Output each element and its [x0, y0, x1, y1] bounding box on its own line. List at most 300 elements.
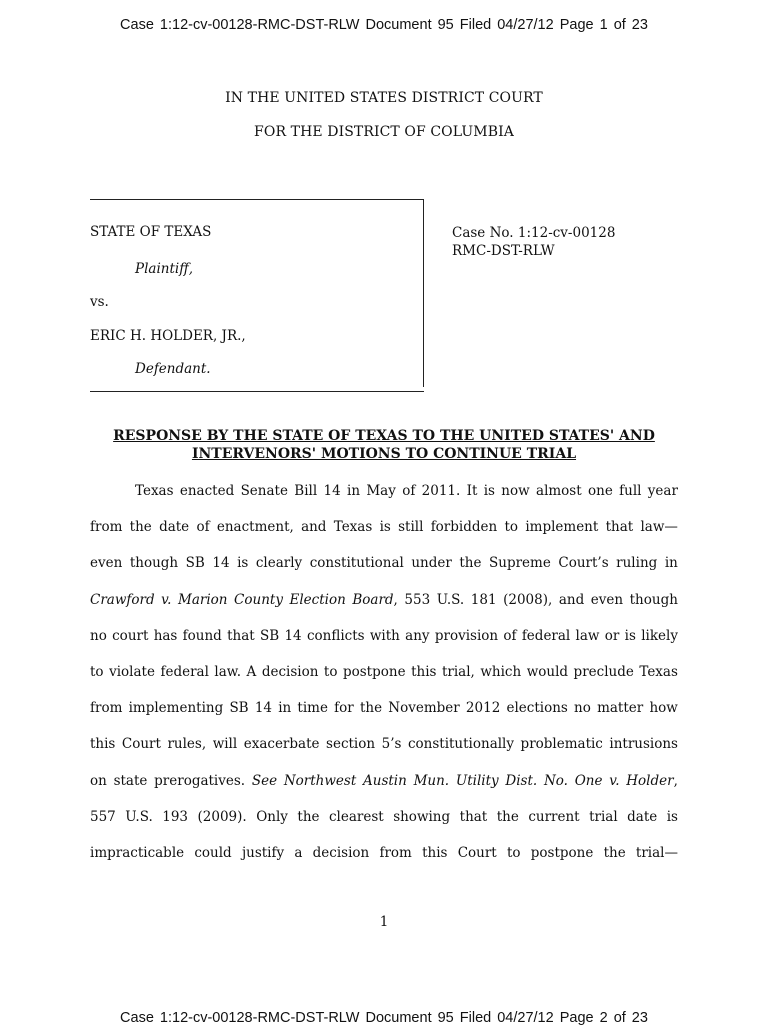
body-word	[334, 698, 354, 734]
body-word	[329, 807, 384, 843]
body-word	[616, 553, 657, 589]
body-word	[363, 771, 407, 807]
body-word	[460, 807, 488, 843]
italic-citation-text: v.	[161, 591, 172, 608]
body-word	[334, 517, 373, 553]
body-word	[343, 662, 406, 698]
body-text-run: constitutional	[309, 555, 404, 572]
body-word	[667, 807, 678, 843]
case-number-line: RMC-DST-RLW	[452, 243, 555, 259]
body-word	[641, 626, 678, 662]
body-text-run: 193	[162, 808, 189, 825]
body-text-run: likely	[641, 627, 678, 644]
body-text-run: rules,	[167, 736, 207, 753]
body-text-run: how	[649, 700, 678, 717]
body-text-run: of	[503, 627, 517, 644]
body-text-run: law.	[214, 663, 242, 680]
body-text-run: though	[129, 555, 179, 572]
court-district: FOR THE DISTRICT OF COLUMBIA	[254, 124, 514, 140]
body-word	[159, 517, 189, 553]
body-word	[648, 481, 678, 517]
body-word	[626, 771, 678, 807]
body-text-run: problematic	[520, 736, 603, 753]
body-text-run: in	[278, 700, 292, 717]
body-word	[466, 698, 500, 734]
body-word	[575, 771, 603, 807]
body-text-run: the	[129, 519, 152, 536]
body-word	[256, 553, 302, 589]
body-text-run: federal	[521, 627, 571, 644]
body-word	[459, 553, 481, 589]
body-text-run: is	[624, 627, 636, 644]
document-title-line: RESPONSE BY THE STATE OF TEXAS TO THE UNITED STATES' AND	[113, 428, 655, 444]
body-text-run: (2009).	[197, 808, 247, 825]
body-text-run: state	[113, 772, 148, 789]
body-word	[109, 662, 155, 698]
body-text-run: law	[575, 627, 600, 644]
body-word	[640, 517, 677, 553]
body-text-run: Bill	[294, 483, 318, 499]
body-text-run: this	[411, 663, 437, 680]
body-word	[398, 517, 423, 553]
body-text-run: prerogatives.	[154, 772, 246, 789]
body-text-run: Court	[121, 736, 161, 753]
body-word	[609, 734, 678, 770]
body-word	[297, 698, 328, 734]
body-word	[480, 662, 521, 698]
body-word	[497, 807, 519, 843]
body-word	[636, 843, 678, 879]
body-text-run: It	[466, 483, 478, 499]
body-text-run: that	[227, 627, 255, 644]
body-text-run: enactment,	[216, 519, 294, 536]
body-text-run: postpone	[342, 663, 406, 680]
body-line	[90, 843, 678, 879]
body-word	[122, 734, 161, 770]
body-text-run: time	[297, 700, 328, 717]
body-word	[422, 843, 447, 879]
body-text-run: implementing	[128, 700, 224, 717]
body-text-run: to	[323, 663, 338, 680]
body-text-run: date	[159, 519, 190, 536]
body-word	[489, 553, 551, 589]
body-word	[198, 807, 247, 843]
body-text-run: has	[153, 627, 178, 644]
body-word	[90, 626, 107, 662]
body-text-run: a	[294, 844, 303, 861]
italic-citation-text: Dist.	[505, 772, 538, 789]
body-word	[214, 662, 241, 698]
body-text-run: the	[459, 555, 482, 572]
body-text-run: impracticable	[90, 844, 185, 861]
body-text-run: is	[666, 808, 678, 825]
body-word	[213, 734, 238, 770]
body-text-run: Only	[256, 808, 288, 825]
body-word	[627, 807, 657, 843]
body-text-run: elections	[506, 700, 568, 717]
italic-citation-text: Board	[352, 591, 394, 608]
body-word	[307, 626, 365, 662]
italic-citation-text: Holder	[626, 772, 674, 789]
document-title	[90, 427, 678, 463]
body-word	[212, 553, 229, 589]
body-text-run: is	[483, 483, 495, 499]
body-word	[366, 481, 396, 517]
body-text-run: even	[590, 591, 624, 608]
body-word	[588, 481, 613, 517]
italic-citation-text: See	[251, 772, 278, 789]
body-text-run: found	[182, 627, 222, 644]
body-word	[196, 517, 209, 553]
italic-citation-text: Crawford	[90, 591, 155, 608]
body-text-run: provision	[434, 627, 499, 644]
body-text-run: 2011.	[421, 483, 461, 499]
body-text-run: 14	[284, 627, 302, 644]
body-word	[649, 698, 677, 734]
italic-citation-text: County	[234, 591, 283, 608]
body-text-run: decision	[261, 663, 319, 680]
body-text-run: constitutionally	[407, 736, 515, 753]
body-word	[244, 734, 320, 770]
body-word	[559, 590, 584, 626]
body-text-run: even	[90, 555, 123, 572]
body-word	[90, 807, 116, 843]
body-word	[294, 481, 317, 517]
body-word	[301, 517, 326, 553]
body-text-run: 181	[470, 591, 497, 608]
body-text-run: current	[528, 808, 580, 825]
body-word	[597, 698, 643, 734]
italic-citation-text: Mun.	[413, 772, 450, 789]
body-word	[114, 771, 148, 807]
body-text-run: ,	[673, 772, 678, 789]
body-word	[125, 807, 153, 843]
body-word	[294, 843, 302, 879]
body-text-run: violate	[109, 663, 155, 680]
versus-label: vs.	[90, 294, 109, 310]
body-text-run: this	[422, 844, 448, 861]
body-text-run: though	[629, 591, 678, 608]
body-text-run: 557	[90, 808, 116, 825]
body-word	[90, 698, 122, 734]
body-text-run: 14	[323, 483, 341, 499]
body-text-run: ruling	[616, 555, 658, 572]
body-word	[507, 843, 521, 879]
body-text-run: still	[398, 519, 424, 536]
body-text-run: now	[501, 483, 530, 499]
body-word	[135, 481, 174, 517]
body-word	[393, 807, 450, 843]
body-word	[380, 517, 391, 553]
body-text-run: November	[388, 700, 460, 717]
body-line	[90, 807, 678, 843]
italic-citation-text: Marion	[178, 591, 228, 608]
body-word	[404, 590, 430, 626]
next-page-header-stamp: Case 1:12-cv-00128-RMC-DST-RLW Document 95 Filed 04/27/12 Page 2 of 23	[120, 1010, 648, 1026]
body-word	[360, 698, 382, 734]
body-text-run: matter	[597, 700, 644, 717]
body-text-run: showing	[393, 808, 451, 825]
body-word	[442, 662, 475, 698]
body-text-run: Supreme	[489, 555, 551, 572]
body-word	[503, 626, 516, 662]
body-text-run: ,	[393, 591, 398, 608]
body-text-run: 5’s	[381, 736, 402, 753]
body-word	[574, 662, 634, 698]
body-paragraph	[90, 481, 678, 879]
body-text-run: this	[90, 736, 116, 753]
body-word	[90, 734, 115, 770]
body-word	[260, 626, 279, 662]
body-word	[437, 590, 465, 626]
body-text-run: would	[526, 663, 569, 680]
body-text-run: Texas	[135, 483, 174, 499]
body-word	[411, 553, 451, 589]
body-text-run: which	[480, 663, 522, 680]
body-word	[252, 771, 277, 807]
caption-top-rule	[90, 199, 424, 200]
body-text-run: one	[588, 483, 613, 499]
body-word	[310, 553, 404, 589]
body-text-run: postpone	[530, 844, 594, 861]
body-text-run: 2012	[465, 700, 501, 717]
body-text-run: the	[496, 808, 519, 825]
body-text-run: of	[402, 483, 416, 499]
body-word	[609, 771, 619, 807]
document-title-line: INTERVENORS' MOTIONS TO CONTINUE TRIAL	[191, 446, 577, 462]
body-text-run: date	[627, 808, 658, 825]
case-number-line: Case No. 1:12-cv-00128	[452, 225, 616, 241]
body-word	[227, 626, 255, 662]
body-text-run: on	[90, 772, 107, 789]
body-word	[167, 734, 206, 770]
body-word	[194, 843, 231, 879]
body-word	[431, 517, 498, 553]
body-text-run: U.S.	[436, 591, 465, 608]
body-word	[130, 517, 152, 553]
body-word	[90, 517, 122, 553]
body-text-run: to	[506, 844, 521, 861]
italic-citation-text: Utility	[455, 772, 499, 789]
body-word	[458, 843, 497, 879]
body-word	[606, 517, 634, 553]
body-line	[90, 698, 678, 734]
case-header-stamp: Case 1:12-cv-00128-RMC-DST-RLW Document 95 Filed 04/27/12 Page 1 of 23	[120, 17, 648, 33]
body-word	[347, 481, 360, 517]
body-word	[544, 771, 568, 807]
body-word	[324, 662, 338, 698]
body-text-run: trial	[589, 808, 618, 825]
body-text-run: that	[605, 519, 634, 536]
body-text-run: Court	[457, 844, 497, 861]
page-number: 1	[379, 914, 389, 930]
body-word	[262, 662, 319, 698]
body-word	[505, 771, 537, 807]
body-text-run: the	[603, 844, 626, 861]
body-word	[467, 481, 478, 517]
body-text-run: section	[326, 736, 376, 753]
body-word	[574, 698, 591, 734]
body-text-run: in	[664, 555, 678, 572]
body-text-run: trial,	[441, 663, 475, 680]
body-text-run: preclude	[573, 663, 634, 680]
body-text-run: (2008),	[503, 591, 553, 608]
body-word	[324, 481, 341, 517]
body-text-run: in	[347, 483, 361, 499]
body-text-run: U.S.	[125, 808, 153, 825]
body-word	[589, 807, 618, 843]
body-text-run: the	[297, 808, 320, 825]
body-word	[186, 553, 205, 589]
body-text-run: conflicts	[306, 627, 365, 644]
body-word	[217, 517, 294, 553]
body-word	[90, 771, 107, 807]
body-word	[284, 771, 356, 807]
defendant-name: ERIC H. HOLDER, JR.,	[90, 328, 246, 344]
body-word	[558, 553, 608, 589]
body-word	[471, 590, 497, 626]
body-text-run: to	[90, 663, 104, 680]
body-word	[229, 698, 248, 734]
body-word	[405, 626, 429, 662]
body-word	[402, 481, 415, 517]
body-text-run: under	[411, 555, 452, 572]
body-line	[90, 590, 678, 626]
body-word	[605, 626, 620, 662]
body-word	[242, 843, 284, 879]
body-line	[90, 662, 678, 698]
body-word	[90, 843, 184, 879]
body-word	[388, 698, 459, 734]
body-word	[435, 626, 498, 662]
body-line	[90, 734, 678, 770]
body-word	[183, 626, 222, 662]
body-word	[241, 481, 288, 517]
body-text-run: to	[504, 519, 519, 536]
body-text-run: or	[604, 627, 620, 644]
body-text-run: A	[246, 663, 257, 680]
body-word	[297, 807, 319, 843]
body-text-run: that	[459, 808, 488, 825]
body-word	[382, 734, 402, 770]
body-word	[130, 553, 178, 589]
body-text-run: and	[558, 591, 585, 608]
body-text-run: clearly	[255, 555, 303, 572]
body-text-run: federal	[160, 663, 209, 680]
body-line	[90, 771, 678, 807]
body-text-run: is	[237, 555, 249, 572]
body-word	[234, 590, 283, 626]
body-word	[422, 481, 461, 517]
body-text-run: with	[369, 627, 400, 644]
body-text-run: decision	[312, 844, 370, 861]
italic-citation-text: v.	[609, 772, 620, 789]
body-text-run: the	[359, 700, 383, 717]
body-word	[284, 626, 301, 662]
body-word	[619, 481, 641, 517]
italic-citation-text: No.	[543, 772, 568, 789]
body-word	[665, 553, 678, 589]
body-word	[112, 626, 148, 662]
italic-citation-text: Election	[289, 591, 346, 608]
body-word	[154, 771, 245, 807]
body-text-run: SB	[229, 700, 249, 717]
body-word	[162, 807, 188, 843]
body-text-run: Texas	[333, 519, 373, 536]
body-text-run: Court’s	[558, 555, 609, 572]
body-text-run: Texas	[639, 663, 678, 680]
court-name: IN THE UNITED STATES DISTRICT COURT	[225, 90, 543, 106]
body-text-run: no	[90, 627, 107, 644]
body-word	[326, 734, 375, 770]
body-word	[290, 590, 346, 626]
body-word	[161, 590, 171, 626]
body-word	[129, 698, 224, 734]
body-text-run: 14	[212, 555, 230, 572]
body-text-run: of	[196, 519, 210, 536]
body-word	[503, 590, 552, 626]
body-line	[90, 626, 678, 662]
body-line	[90, 517, 678, 553]
body-word	[370, 626, 400, 662]
body-text-run: intrusions	[609, 736, 678, 753]
body-text-run: implement	[525, 519, 599, 536]
body-text-run: May	[366, 483, 396, 499]
body-word	[237, 553, 248, 589]
body-word	[379, 843, 411, 879]
body-text-run: from	[90, 519, 123, 536]
body-word	[576, 626, 600, 662]
body-word	[501, 481, 529, 517]
body-text-run: 14	[254, 700, 272, 717]
body-text-run: court	[112, 627, 149, 644]
body-word	[504, 517, 518, 553]
body-text-run: Senate	[240, 483, 288, 499]
body-word	[411, 662, 436, 698]
body-word	[247, 662, 257, 698]
body-text-run: SB	[185, 555, 205, 572]
case-number	[452, 224, 615, 260]
body-word	[521, 734, 603, 770]
body-text-run: any	[405, 627, 430, 644]
body-text-run: 553	[404, 591, 431, 608]
body-word	[484, 481, 495, 517]
body-line	[90, 553, 678, 589]
body-word	[90, 590, 155, 626]
body-word	[456, 771, 499, 807]
italic-citation-text: One	[574, 772, 603, 789]
body-word	[256, 807, 288, 843]
body-text-run: from	[379, 844, 412, 861]
body-text-run: is	[379, 519, 391, 536]
caption-bottom-rule	[90, 391, 424, 392]
body-text-run: full	[619, 483, 642, 499]
body-text-run: clearest	[328, 808, 384, 825]
body-word	[630, 590, 678, 626]
plaintiff-name: STATE OF TEXAS	[90, 224, 212, 240]
body-text-run: no	[574, 700, 591, 717]
body-text-run: enacted	[179, 483, 235, 499]
body-text-run: law—	[640, 519, 678, 536]
caption-divider-rule	[423, 199, 424, 387]
body-word	[506, 698, 567, 734]
body-text-run: will	[212, 736, 238, 753]
body-text-run: for	[334, 700, 354, 717]
body-word	[90, 553, 122, 589]
body-word	[278, 698, 291, 734]
body-text-run: almost	[536, 483, 582, 499]
body-text-run: from	[90, 700, 123, 717]
